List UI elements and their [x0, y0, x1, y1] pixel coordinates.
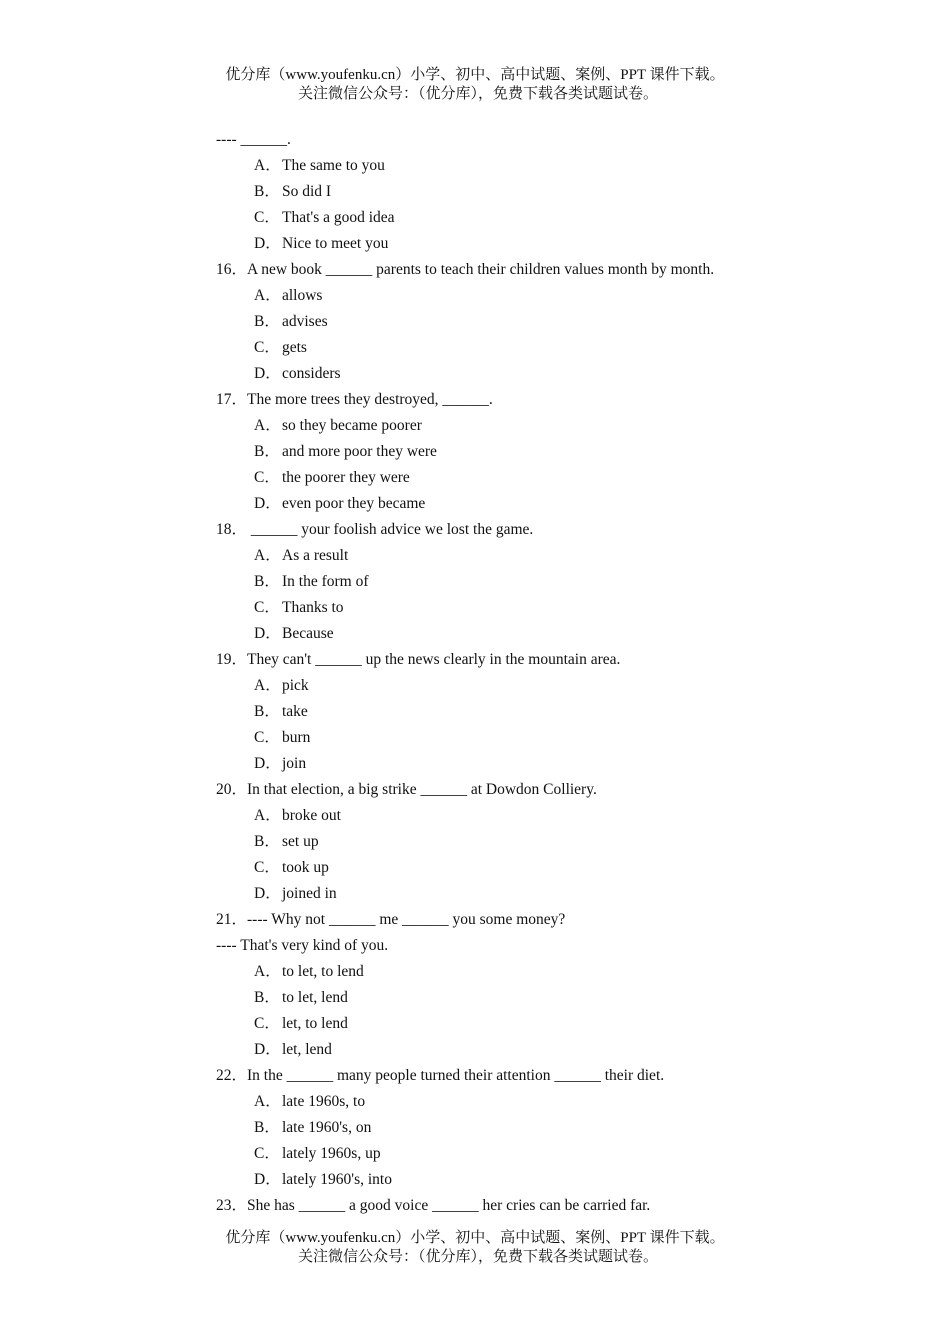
q22-option-b [216, 1115, 856, 1141]
option-letter: A． [254, 963, 281, 980]
option-letter: D． [254, 365, 281, 382]
q19-stem [216, 647, 856, 673]
option-text: the poorer they were [282, 469, 410, 486]
option-letter: C． [254, 339, 280, 356]
question-text: She has ______ a good voice ______ her cries can be carried far. [247, 1197, 651, 1214]
q16-stem [216, 257, 856, 283]
q16-option-c [216, 335, 856, 361]
q15-option-a [216, 153, 856, 179]
question-text: In that election, a big strike ______ at Dowdon Colliery. [247, 781, 597, 798]
q21-option-b [216, 985, 856, 1011]
option-letter: B． [254, 573, 280, 590]
q19-option-a [216, 673, 856, 699]
question-text: A new book ______ parents to teach their children values month by month. [247, 261, 715, 278]
option-letter: A． [254, 417, 281, 434]
q20-option-a [216, 803, 856, 829]
q22-option-d [216, 1167, 856, 1193]
q20-option-c [216, 855, 856, 881]
option-letter: B． [254, 989, 280, 1006]
option-text: so they became poorer [282, 417, 422, 434]
option-letter: C． [254, 729, 280, 746]
option-letter: D． [254, 495, 281, 512]
q19-option-d [216, 751, 856, 777]
option-letter: A． [254, 287, 281, 304]
header-line-1: 优分库（www.youfenku.cn）小学、初中、高中试题、案例、PPT 课件下载。 [225, 67, 725, 83]
q18-option-a [216, 543, 856, 569]
option-text: let, to lend [282, 1015, 348, 1032]
q16-option-b [216, 309, 856, 335]
exam-content [216, 127, 856, 1219]
q18-option-d [216, 621, 856, 647]
q17-option-b [216, 439, 856, 465]
q21-option-a [216, 959, 856, 985]
footer-line-2: 关注微信公众号：（优分库），免费下载各类试题试卷。 [297, 1249, 658, 1265]
question-text: They can't ______ up the news clearly in the mountain area. [247, 651, 621, 668]
q21-option-c [216, 1011, 856, 1037]
option-text: to let, lend [282, 989, 348, 1006]
option-letter: C． [254, 1015, 280, 1032]
q15-reply: ---- ______. [216, 131, 291, 148]
option-text: In the form of [282, 573, 369, 590]
option-letter: A． [254, 157, 281, 174]
question-number: 16． [216, 261, 248, 278]
q20-stem [216, 777, 856, 803]
question-number: 19． [216, 651, 248, 668]
option-letter: D． [254, 235, 281, 252]
option-letter: B． [254, 183, 280, 200]
q16-option-a [216, 283, 856, 309]
option-letter: D． [254, 755, 281, 772]
option-letter: B． [254, 443, 280, 460]
question-number: 21． [216, 911, 248, 928]
q17-option-c [216, 465, 856, 491]
option-letter: C． [254, 599, 280, 616]
question-number: 22． [216, 1067, 248, 1084]
option-text: lately 1960s, up [282, 1145, 381, 1162]
option-letter: A． [254, 1093, 281, 1110]
q20-option-b [216, 829, 856, 855]
option-text: join [282, 755, 307, 772]
q15-option-c [216, 205, 856, 231]
option-text: Nice to meet you [282, 235, 389, 252]
option-text: gets [282, 339, 307, 356]
q22-option-a [216, 1089, 856, 1115]
header-line-2: 关注微信公众号：（优分库），免费下载各类试题试卷。 [297, 86, 658, 102]
q17-option-a [216, 413, 856, 439]
option-letter: B． [254, 833, 280, 850]
q21-option-d [216, 1037, 856, 1063]
question-number: 23． [216, 1197, 248, 1214]
question-text: ______ your foolish advice we lost the game. [247, 521, 534, 538]
q20-option-d [216, 881, 856, 907]
option-text: That's a good idea [282, 209, 395, 226]
q22-stem [216, 1063, 856, 1089]
option-letter: D． [254, 1041, 281, 1058]
option-text: take [282, 703, 308, 720]
option-text: Because [282, 625, 334, 642]
q19-option-b [216, 699, 856, 725]
option-letter: C． [254, 209, 280, 226]
option-letter: D． [254, 625, 281, 642]
question-text: In the ______ many people turned their attention ______ their diet. [247, 1067, 665, 1084]
question-number: 17． [216, 391, 248, 408]
option-text: late 1960s, to [282, 1093, 366, 1110]
option-letter: C． [254, 859, 280, 876]
q16-option-d [216, 361, 856, 387]
option-letter: C． [254, 469, 280, 486]
question-number: 18． [216, 521, 248, 538]
q19-option-c [216, 725, 856, 751]
option-text: even poor they became [282, 495, 426, 512]
option-text: took up [282, 859, 329, 876]
option-text: lately 1960's, into [282, 1171, 392, 1188]
option-letter: B． [254, 313, 280, 330]
option-letter: C． [254, 1145, 280, 1162]
q18-option-b [216, 569, 856, 595]
q21-stem [216, 907, 856, 933]
option-text: and more poor they were [282, 443, 437, 460]
q17-stem [216, 387, 856, 413]
option-text: advises [282, 313, 328, 330]
option-text: set up [282, 833, 319, 850]
question-text: The more trees they destroyed, ______. [247, 391, 493, 408]
option-text: So did I [282, 183, 332, 200]
option-letter: B． [254, 1119, 280, 1136]
option-text: let, lend [282, 1041, 332, 1058]
q23-stem [216, 1193, 856, 1219]
option-text: burn [282, 729, 311, 746]
q15-option-d [216, 231, 856, 257]
q18-stem [216, 517, 856, 543]
option-letter: A． [254, 677, 281, 694]
option-text: late 1960's, on [282, 1119, 372, 1136]
option-text: As a result [282, 547, 349, 564]
question-number: 20． [216, 781, 248, 798]
footer-line-1: 优分库（www.youfenku.cn）小学、初中、高中试题、案例、PPT 课件下载。 [225, 1230, 725, 1246]
option-text: joined in [282, 885, 337, 902]
option-letter: B． [254, 703, 280, 720]
q21-reply: ---- That's very kind of you. [216, 937, 389, 954]
question-text: ---- Why not ______ me ______ you some money? [247, 911, 566, 928]
option-text: The same to you [282, 157, 385, 174]
page-header [0, 66, 950, 104]
option-letter: D． [254, 885, 281, 902]
option-letter: D． [254, 1171, 281, 1188]
option-text: pick [282, 677, 309, 694]
option-letter: A． [254, 807, 281, 824]
page-footer [0, 1229, 950, 1267]
option-letter: A． [254, 547, 281, 564]
q17-option-d [216, 491, 856, 517]
option-text: Thanks to [282, 599, 344, 616]
option-text: allows [282, 287, 323, 304]
q22-option-c [216, 1141, 856, 1167]
option-text: considers [282, 365, 341, 382]
option-text: broke out [282, 807, 341, 824]
q15-option-b [216, 179, 856, 205]
option-text: to let, to lend [282, 963, 364, 980]
q18-option-c [216, 595, 856, 621]
